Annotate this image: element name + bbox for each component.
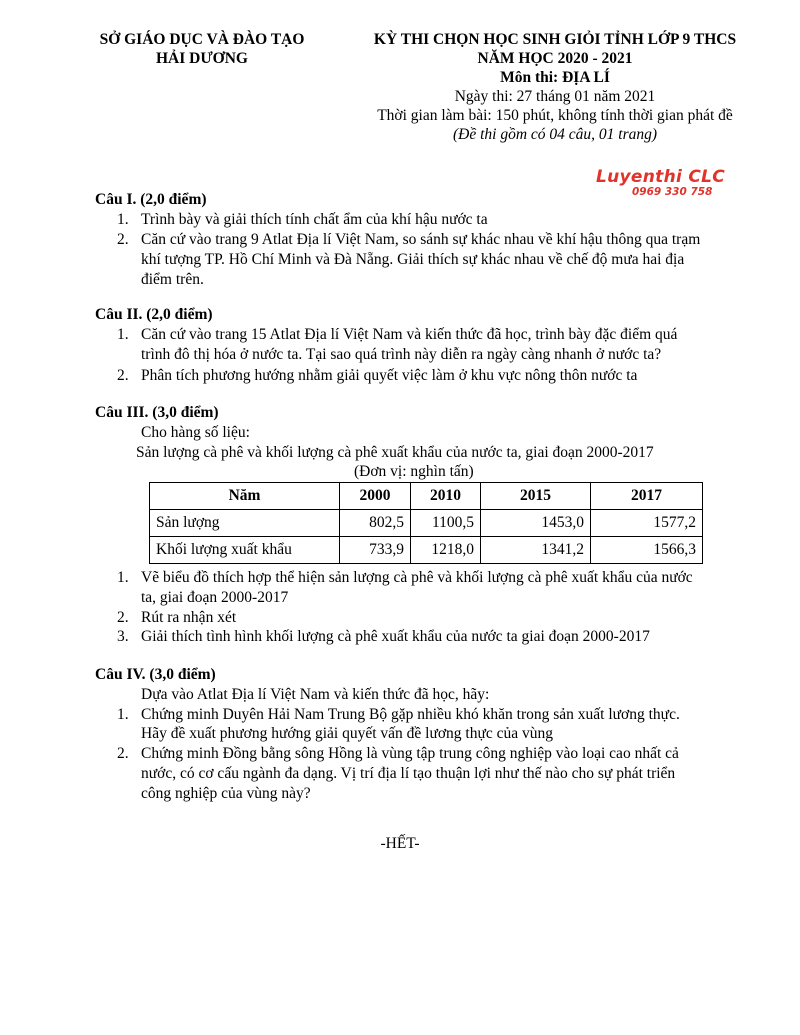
q4-item-1-number: 1. — [117, 706, 129, 723]
table-unit: (Đơn vị: nghìn tấn) — [354, 463, 474, 480]
coffee-data-table — [149, 482, 703, 564]
table-row-label: Khối lượng xuất khẩu — [150, 537, 340, 564]
exam-page-count: (Đề thi gồm có 04 câu, 01 trang) — [452, 126, 658, 143]
q2-item-2-number: 2. — [117, 367, 129, 384]
exam-header — [340, 30, 770, 144]
q3-item-1-line-1: Vẽ biểu đồ thích hợp thể hiện sản lượng cà phê và khối lượng cà phê xuất khẩu của nước — [141, 569, 693, 586]
table-cell: 802,5 — [340, 510, 411, 537]
q2-item-1-number: 1. — [117, 326, 129, 343]
stamp-brand: Luyenthi CLC — [596, 167, 726, 187]
table-cell: 1218,0 — [411, 537, 481, 564]
table-cell: 1577,2 — [591, 510, 703, 537]
q3-item-1-line-2: ta, giai đoạn 2000-2017 — [141, 589, 289, 606]
q3-item-3-number: 3. — [117, 628, 129, 645]
q3-item-2-text: Rút ra nhận xét — [141, 609, 237, 626]
table-row — [150, 510, 703, 537]
table-caption: Sản lượng cà phê và khối lượng cà phê xuất khẩu của nước ta, giai đoạn 2000-2017 — [136, 444, 654, 461]
q3-item-2-number: 2. — [117, 609, 129, 626]
exam-date: Ngày thi: 27 tháng 01 năm 2021 — [454, 88, 656, 105]
q4-item-2-line-3: công nghiệp của vùng này? — [141, 785, 311, 802]
q4-item-1-line-2: Hãy đề xuất phương hướng giải quyết vấn đề lương thực của vùng — [141, 725, 554, 742]
table-header-cell: 2017 — [591, 483, 703, 510]
q1-item-1-text: Trình bày và giải thích tính chất ẩm của khí hậu nước ta — [141, 211, 488, 228]
q1-item-2-line-2: khí tượng TP. Hồ Chí Minh và Đà Nẵng. Giải thích sự khác nhau về chế độ mưa hai địa — [141, 251, 685, 268]
q4-intro: Dựa vào Atlat Địa lí Việt Nam và kiến thức đã học, hãy: — [141, 686, 490, 703]
q1-item-2-number: 2. — [117, 231, 129, 248]
table-header-cell: 2015 — [481, 483, 591, 510]
table-cell: 1453,0 — [481, 510, 591, 537]
question-1-title: Câu I. (2,0 điểm) — [95, 191, 207, 208]
exam-duration: Thời gian làm bài: 150 phút, không tính thời gian phát đề — [377, 107, 733, 124]
end-marker: -HẾT- — [380, 835, 420, 852]
q4-item-1-line-1: Chứng minh Duyên Hải Nam Trung Bộ gặp nhiều khó khăn trong sản xuất lương thực. — [141, 706, 680, 723]
q3-intro: Cho hàng số liệu: — [141, 424, 250, 441]
q1-item-2-line-3: điểm trên. — [141, 271, 204, 288]
q1-item-1-number: 1. — [117, 211, 129, 228]
exam-title: KỲ THI CHỌN HỌC SINH GIỎI TỈNH LỚP 9 THCS — [373, 31, 737, 48]
q4-item-2-line-2: nước, có cơ cấu ngành đa dạng. Vị trí địa lí tạo thuận lợi như thế nào cho sự phát triển — [141, 765, 676, 782]
table-header-cell: 2010 — [411, 483, 481, 510]
stamp-phone: 0969 330 758 — [632, 186, 713, 198]
table-cell: 1100,5 — [411, 510, 481, 537]
school-year: NĂM HỌC 2020 - 2021 — [477, 50, 633, 67]
issuer-header — [86, 30, 318, 68]
subject: Môn thi: ĐỊA LÍ — [500, 69, 610, 86]
q4-item-2-number: 2. — [117, 745, 129, 762]
table-cell: 1341,2 — [481, 537, 591, 564]
q2-item-1-line-1: Căn cứ vào trang 15 Atlat Địa lí Việt Nam và kiến thức đã học, trình bày đặc điểm quá — [141, 326, 678, 343]
question-4-title: Câu IV. (3,0 điểm) — [95, 666, 216, 683]
q1-item-2-line-1: Căn cứ vào trang 9 Atlat Địa lí Việt Nam, so sánh sự khác nhau về khí hậu thông qua trạm — [141, 231, 701, 248]
question-3-title: Câu III. (3,0 điểm) — [95, 404, 219, 421]
table-header-row — [150, 483, 703, 510]
table-header-cell: Năm — [150, 483, 340, 510]
question-2-title: Câu II. (2,0 điểm) — [95, 306, 213, 323]
q3-item-1-number: 1. — [117, 569, 129, 586]
watermark-stamp — [596, 168, 746, 198]
table-row — [150, 537, 703, 564]
q2-item-1-line-2: trình đô thị hóa ở nước ta. Tại sao quá trình này diễn ra ngày càng nhanh ở nước ta? — [141, 346, 662, 363]
q4-item-2-line-1: Chứng minh Đồng bằng sông Hồng là vùng tập trung công nghiệp vào loại cao nhất cả — [141, 745, 679, 762]
issuer-province: HẢI DƯƠNG — [156, 50, 248, 67]
q3-item-3-text: Giải thích tình hình khối lượng cà phê xuất khẩu của nước ta giai đoạn 2000-2017 — [141, 628, 650, 645]
table-cell: 1566,3 — [591, 537, 703, 564]
table-cell: 733,9 — [340, 537, 411, 564]
issuer-department: SỞ GIÁO DỤC VÀ ĐÀO TẠO — [99, 31, 305, 48]
table-row-label: Sản lượng — [150, 510, 340, 537]
table-header-cell: 2000 — [340, 483, 411, 510]
q2-item-2-text: Phân tích phương hướng nhằm giải quyết việc làm ở khu vực nông thôn nước ta — [141, 367, 638, 384]
